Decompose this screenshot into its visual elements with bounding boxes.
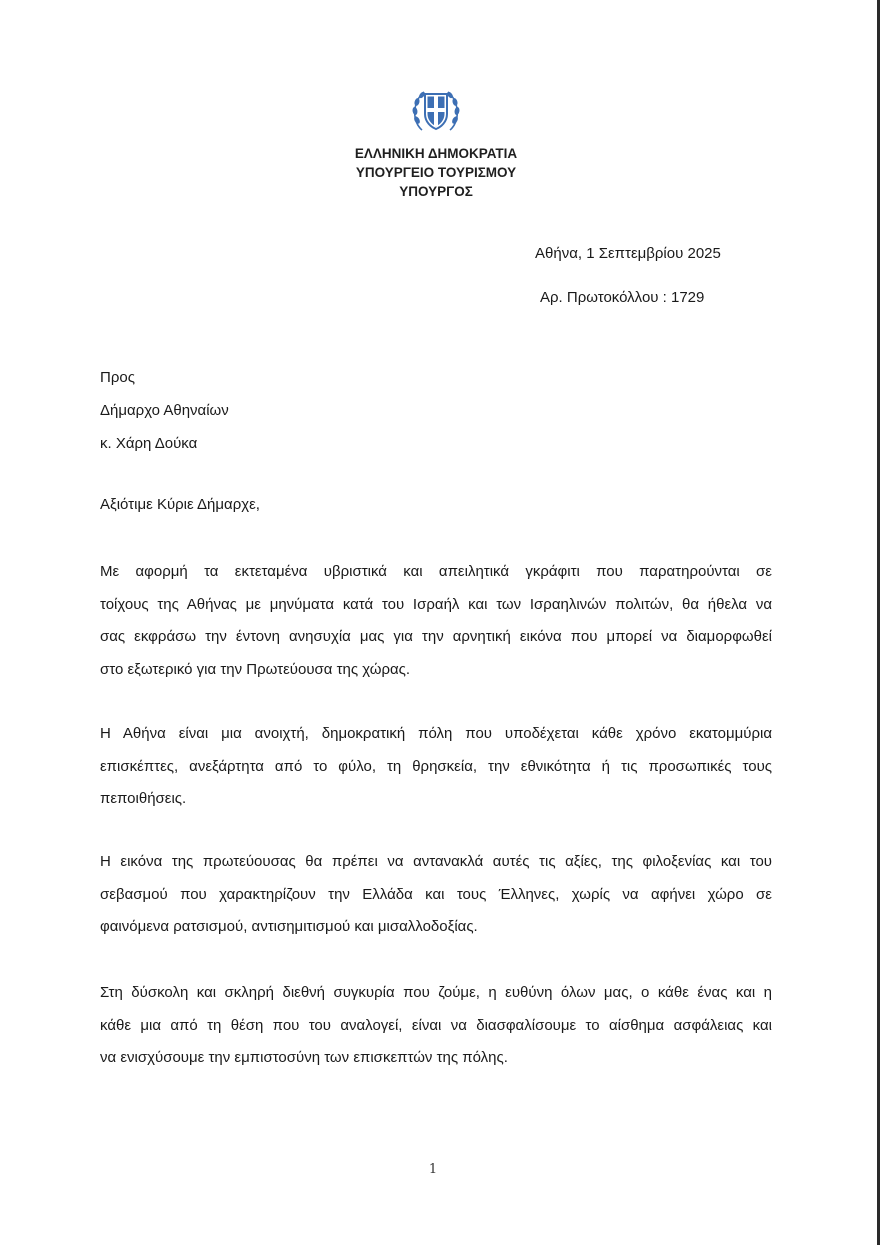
paragraph-line: να ενισχύσουμε την εμπιστοσύνη των επισκεπτών της πόλης. bbox=[100, 1049, 508, 1066]
salutation: Αξιότιμε Κύριε Δήμαρχε, bbox=[100, 496, 260, 513]
paragraph-2 bbox=[100, 718, 772, 816]
protocol-number: Αρ. Πρωτοκόλλου : 1729 bbox=[540, 289, 705, 306]
paragraph-line: Στη δύσκολη και σκληρή διεθνή συγκυρία που ζούμε, η ευθύνη όλων μας, ο κάθε ένας και η bbox=[100, 984, 772, 1001]
letterhead-minister: ΥΠΟΥΡΓΟΣ bbox=[399, 184, 473, 199]
paragraph-line: κάθε μια από τη θέση που του αναλογεί, είναι να διασφαλίσουμε το αίσθημα ασφάλειας και bbox=[100, 1016, 772, 1034]
paragraph-line: Η Αθήνα είναι μια ανοιχτή, δημοκρατική πόλη που υποδέχεται κάθε χρόνο εκατομμύρια bbox=[100, 725, 772, 742]
page-number: 1 bbox=[428, 1162, 438, 1177]
letter-date: Αθήνα, 1 Σεπτεμβρίου 2025 bbox=[535, 245, 721, 262]
paragraph-1 bbox=[100, 556, 772, 686]
recipient-line-title: Δήμαρχο Αθηναίων bbox=[100, 402, 229, 419]
paragraph-3 bbox=[100, 846, 772, 944]
letterhead bbox=[300, 144, 572, 201]
recipient-line-to: Προς bbox=[100, 369, 135, 386]
paragraph-line: Με αφορμή τα εκτεταμένα υβριστικά και απειλητικά γκράφιτι που παρατηρούνται σε bbox=[100, 563, 772, 580]
paragraph-line: επισκέπτες, ανεξάρτητα από το φύλο, τη θρησκεία, την εθνικότητα ή τις προσωπικές τους bbox=[100, 757, 772, 775]
paragraph-line: τοίχους της Αθήνας με μηνύματα κατά του Ισραήλ και των Ισραηλινών πολιτών, θα ήθελα να bbox=[100, 595, 772, 613]
paragraph-line: πεποιθήσεις. bbox=[100, 790, 187, 807]
letterhead-republic: ΕΛΛΗΝΙΚΗ ΔΗΜΟΚΡΑΤΙΑ bbox=[354, 146, 518, 161]
paragraph-line: Η εικόνα της πρωτεύουσας θα πρέπει να αντανακλά αυτές τις αξίες, της φιλοξενίας και του bbox=[100, 853, 772, 870]
greek-coat-of-arms-icon bbox=[408, 86, 464, 136]
letterhead-ministry: ΥΠΟΥΡΓΕΙΟ ΤΟΥΡΙΣΜΟΥ bbox=[355, 165, 517, 180]
paragraph-line: στο εξωτερικό για την Πρωτεύουσα της χώρας. bbox=[100, 660, 411, 678]
paragraph-line: σας εκφράσω την έντονη ανησυχία μας για την αρνητική εικόνα που μπορεί να διαμορφωθεί bbox=[100, 628, 772, 645]
paragraph-4 bbox=[100, 977, 772, 1075]
paragraph-line: φαινόμενα ρατσισμού, αντισημιτισμού και μισαλλοδοξίας. bbox=[100, 918, 478, 935]
recipient-line-name: κ. Χάρη Δούκα bbox=[100, 435, 198, 452]
paragraph-line: σεβασμού που χαρακτηρίζουν την Ελλάδα και τους Έλληνες, χωρίς να αφήνει χώρο σε bbox=[100, 885, 772, 903]
